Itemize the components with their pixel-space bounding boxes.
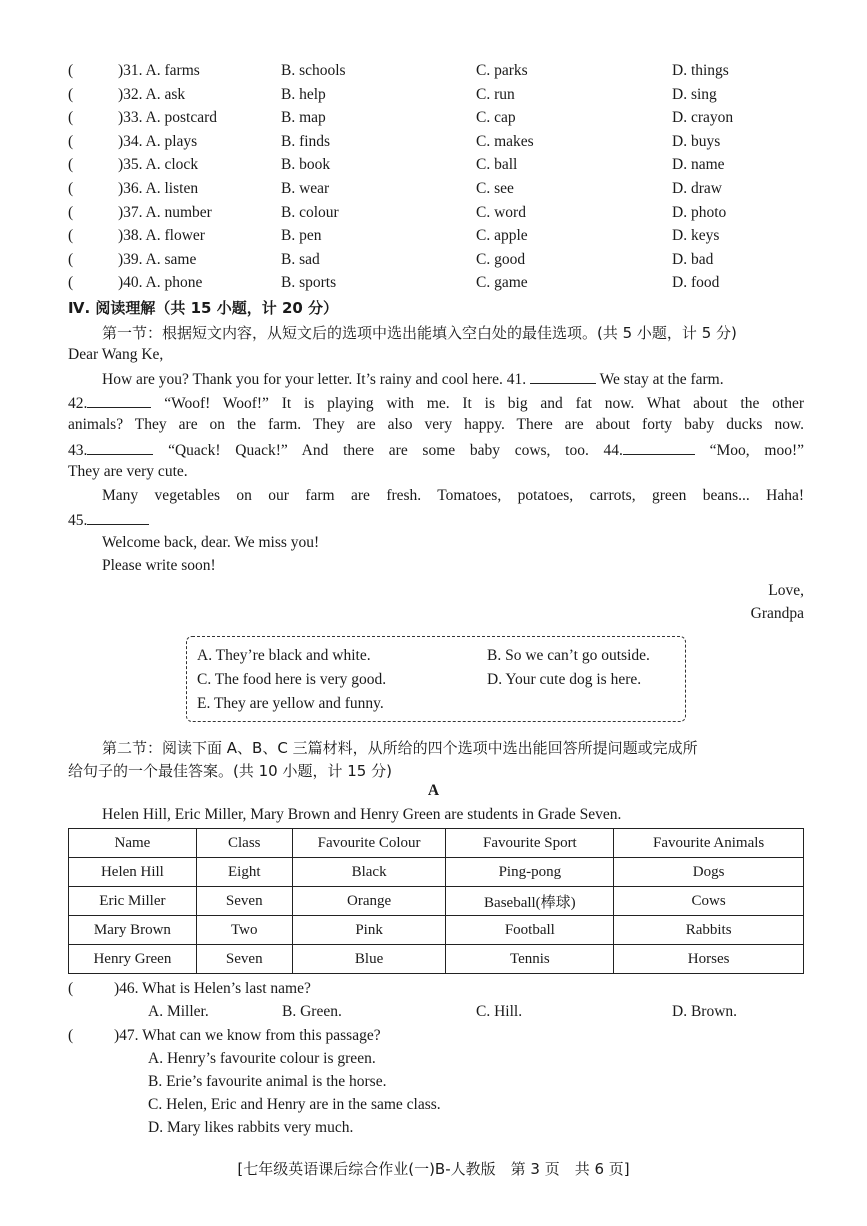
table-row xyxy=(69,887,804,916)
table-cell: Football xyxy=(446,916,614,945)
option-b: B. pen xyxy=(281,227,322,245)
answer-paren[interactable]: ( xyxy=(68,274,74,292)
answer-paren[interactable]: ( xyxy=(68,132,74,150)
mc-question-row xyxy=(68,180,808,202)
table-cell: Horses xyxy=(614,945,804,974)
question-46-stem: )46. What is Helen’s last name? xyxy=(114,980,311,997)
table-cell: Dogs xyxy=(614,858,804,887)
question-46-option-b: B. Green. xyxy=(282,1003,342,1020)
blank-41[interactable] xyxy=(530,369,596,384)
section-title: Ⅳ. 阅读理解（共 15 小题，计 20 分） xyxy=(68,299,339,317)
question-option-a: )38. A. flower xyxy=(118,227,205,245)
table-cell: Eric Miller xyxy=(69,887,197,916)
table-cell: Seven xyxy=(196,945,292,974)
letter-line: Welcome back, dear. We miss you! xyxy=(102,534,320,551)
question-option-a: )39. A. same xyxy=(118,250,197,268)
table-cell: Eight xyxy=(196,858,292,887)
letter-closing: Love, xyxy=(768,582,804,599)
table-row xyxy=(69,858,804,887)
paren-46: ( xyxy=(68,980,74,997)
option-b: B. help xyxy=(281,85,326,103)
option-c: C. cap xyxy=(476,109,516,127)
blank-43[interactable] xyxy=(87,440,153,455)
answer-paren[interactable]: ( xyxy=(68,250,74,268)
table-cell: Mary Brown xyxy=(69,916,197,945)
option-b: B. book xyxy=(281,156,331,174)
mc-question-row xyxy=(68,204,808,226)
option-d: D. crayon xyxy=(672,109,734,127)
option-c: C. apple xyxy=(476,227,528,245)
mc-question-row xyxy=(68,156,808,178)
table-cell: Blue xyxy=(292,945,446,974)
letter-signature: Grandpa xyxy=(750,605,804,622)
table-header-cell: Favourite Sport xyxy=(446,829,614,858)
option-e: E. They are yellow and funny. xyxy=(197,695,384,712)
answer-paren[interactable]: ( xyxy=(68,227,74,245)
question-47-option-d: D. Mary likes rabbits very much. xyxy=(148,1119,354,1136)
table-cell: Tennis xyxy=(446,945,614,974)
question-46-option-d: D. Brown. xyxy=(672,1003,738,1020)
blank-44[interactable] xyxy=(623,440,695,455)
letter-line: 42. “Woof! Woof!” It is playing with me. It is big and fat now. What about the other xyxy=(68,395,805,412)
table-cell: Seven xyxy=(196,887,292,916)
question-47-stem: )47. What can we know from this passage? xyxy=(114,1027,381,1044)
student-info-table xyxy=(68,828,804,974)
letter-line: animals? They are on the farm. They are also very happy. There are about forty baby ducks now. xyxy=(68,416,804,433)
mc-question-row xyxy=(68,109,808,131)
part1-instructions: 第一节：根据短文内容，从短文后的选项中选出能填入空白处的最佳选项。(共 5 小题，计 5 分) xyxy=(102,324,737,342)
option-b: B. sports xyxy=(281,274,337,292)
table-cell: Two xyxy=(196,916,292,945)
option-c: C. The food here is very good. xyxy=(197,671,387,688)
option-d: D. Your cute dog is here. xyxy=(487,671,642,688)
question-47-option-a: A. Henry’s favourite colour is green. xyxy=(148,1050,376,1067)
option-b: B. colour xyxy=(281,203,339,221)
table-cell: Rabbits xyxy=(614,916,804,945)
letter-line: 43. “Quack! Quack!” And there are some baby cows, too. 44. “Moo, moo!” xyxy=(68,442,804,459)
option-c: C. run xyxy=(476,85,515,103)
option-a: A. They’re black and white. xyxy=(197,647,371,664)
option-d: D. name xyxy=(672,156,725,174)
page-footer: [七年级英语课后综合作业(一)B-人教版 第 3 页 共 6 页] xyxy=(237,1160,630,1178)
option-b: B. map xyxy=(281,109,326,127)
part2-instructions: 第二节：阅读下面 A、B、C 三篇材料，从所给的四个选项中选出能回答所提问题或完成所 xyxy=(102,739,698,757)
question-option-a: )31. A. farms xyxy=(118,62,200,79)
option-d: D. sing xyxy=(672,85,717,103)
letter-line: They are very cute. xyxy=(68,463,188,480)
mc-question-row xyxy=(68,86,808,108)
answer-paren[interactable]: ( xyxy=(68,180,74,197)
option-c: C. word xyxy=(476,203,526,221)
letter-greeting: Dear Wang Ke, xyxy=(68,346,164,363)
options-box xyxy=(186,636,686,722)
option-c: C. game xyxy=(476,274,528,292)
mc-question-row xyxy=(68,274,808,296)
question-46-option-c: C. Hill. xyxy=(476,1003,523,1020)
letter-line: Many vegetables on our farm are fresh. Tomatoes, potatoes, carrots, green beans... Haha! xyxy=(102,487,804,504)
table-row xyxy=(69,916,804,945)
option-b: B. sad xyxy=(281,250,320,268)
option-d: D. keys xyxy=(672,227,720,245)
mc-question-row xyxy=(68,62,808,84)
table-header-cell: Favourite Animals xyxy=(614,829,804,858)
table-cell: Ping-pong xyxy=(446,858,614,887)
question-46-option-a: A. Miller. xyxy=(148,1003,209,1020)
table-cell: Orange xyxy=(292,887,446,916)
table-cell: Henry Green xyxy=(69,945,197,974)
option-c: C. ball xyxy=(476,156,518,174)
question-47-option-c: C. Helen, Eric and Henry are in the same class. xyxy=(148,1096,441,1113)
answer-paren[interactable]: ( xyxy=(68,203,74,221)
option-c: C. see xyxy=(476,180,514,197)
option-c: C. makes xyxy=(476,132,534,150)
table-cell: Pink xyxy=(292,916,446,945)
answer-paren[interactable]: ( xyxy=(68,109,74,127)
question-option-a: )37. A. number xyxy=(118,203,212,221)
letter-line: Please write soon! xyxy=(102,557,216,574)
option-b: B. So we can’t go outside. xyxy=(487,647,650,664)
option-d: D. photo xyxy=(672,203,727,221)
mc-question-row xyxy=(68,133,808,155)
table-cell: Baseball(棒球) xyxy=(446,887,614,916)
option-b: B. finds xyxy=(281,132,331,150)
option-b: B. wear xyxy=(281,180,330,197)
mc-question-row xyxy=(68,227,808,249)
question-option-a: )36. A. listen xyxy=(118,180,199,197)
question-option-a: )35. A. clock xyxy=(118,156,199,174)
table-header-cell: Name xyxy=(69,829,197,858)
question-option-a: )33. A. postcard xyxy=(118,109,218,127)
question-option-a: )34. A. plays xyxy=(118,132,198,150)
answer-paren[interactable]: ( xyxy=(68,156,74,174)
blank-42[interactable] xyxy=(87,393,151,408)
option-c: C. good xyxy=(476,250,526,268)
option-d: D. things xyxy=(672,62,729,79)
question-option-a: )40. A. phone xyxy=(118,274,203,292)
answer-paren[interactable]: ( xyxy=(68,62,74,79)
mc-question-row xyxy=(68,251,808,273)
answer-paren[interactable]: ( xyxy=(68,85,74,103)
passage-intro: Helen Hill, Eric Miller, Mary Brown and Henry Green are students in Grade Seven. xyxy=(102,806,622,823)
question-option-a: )32. A. ask xyxy=(118,85,186,103)
option-d: D. bad xyxy=(672,250,714,268)
option-d: D. draw xyxy=(672,180,722,197)
part2-instructions: 给句子的一个最佳答案。(共 10 小题，计 15 分) xyxy=(68,762,392,780)
letter-line: 45. xyxy=(68,510,149,530)
table-header-cell: Favourite Colour xyxy=(292,829,446,858)
paren-47: ( xyxy=(68,1027,74,1044)
option-d: D. food xyxy=(672,274,720,292)
table-cell: Helen Hill xyxy=(69,858,197,887)
option-d: D. buys xyxy=(672,132,721,150)
passage-label: A xyxy=(427,782,440,799)
option-c: C. parks xyxy=(476,62,528,79)
option-b: B. schools xyxy=(281,62,346,79)
table-cell: Cows xyxy=(614,887,804,916)
letter-line: How are you? Thank you for your letter. It’s rainy and cool here. 41. We stay at the farm. xyxy=(102,371,724,388)
table-header-row xyxy=(69,829,804,858)
table-row xyxy=(69,945,804,974)
blank-45[interactable] xyxy=(87,510,149,525)
table-cell: Black xyxy=(292,858,446,887)
table-header-cell: Class xyxy=(196,829,292,858)
question-47-option-b: B. Erie’s favourite animal is the horse. xyxy=(148,1073,387,1090)
